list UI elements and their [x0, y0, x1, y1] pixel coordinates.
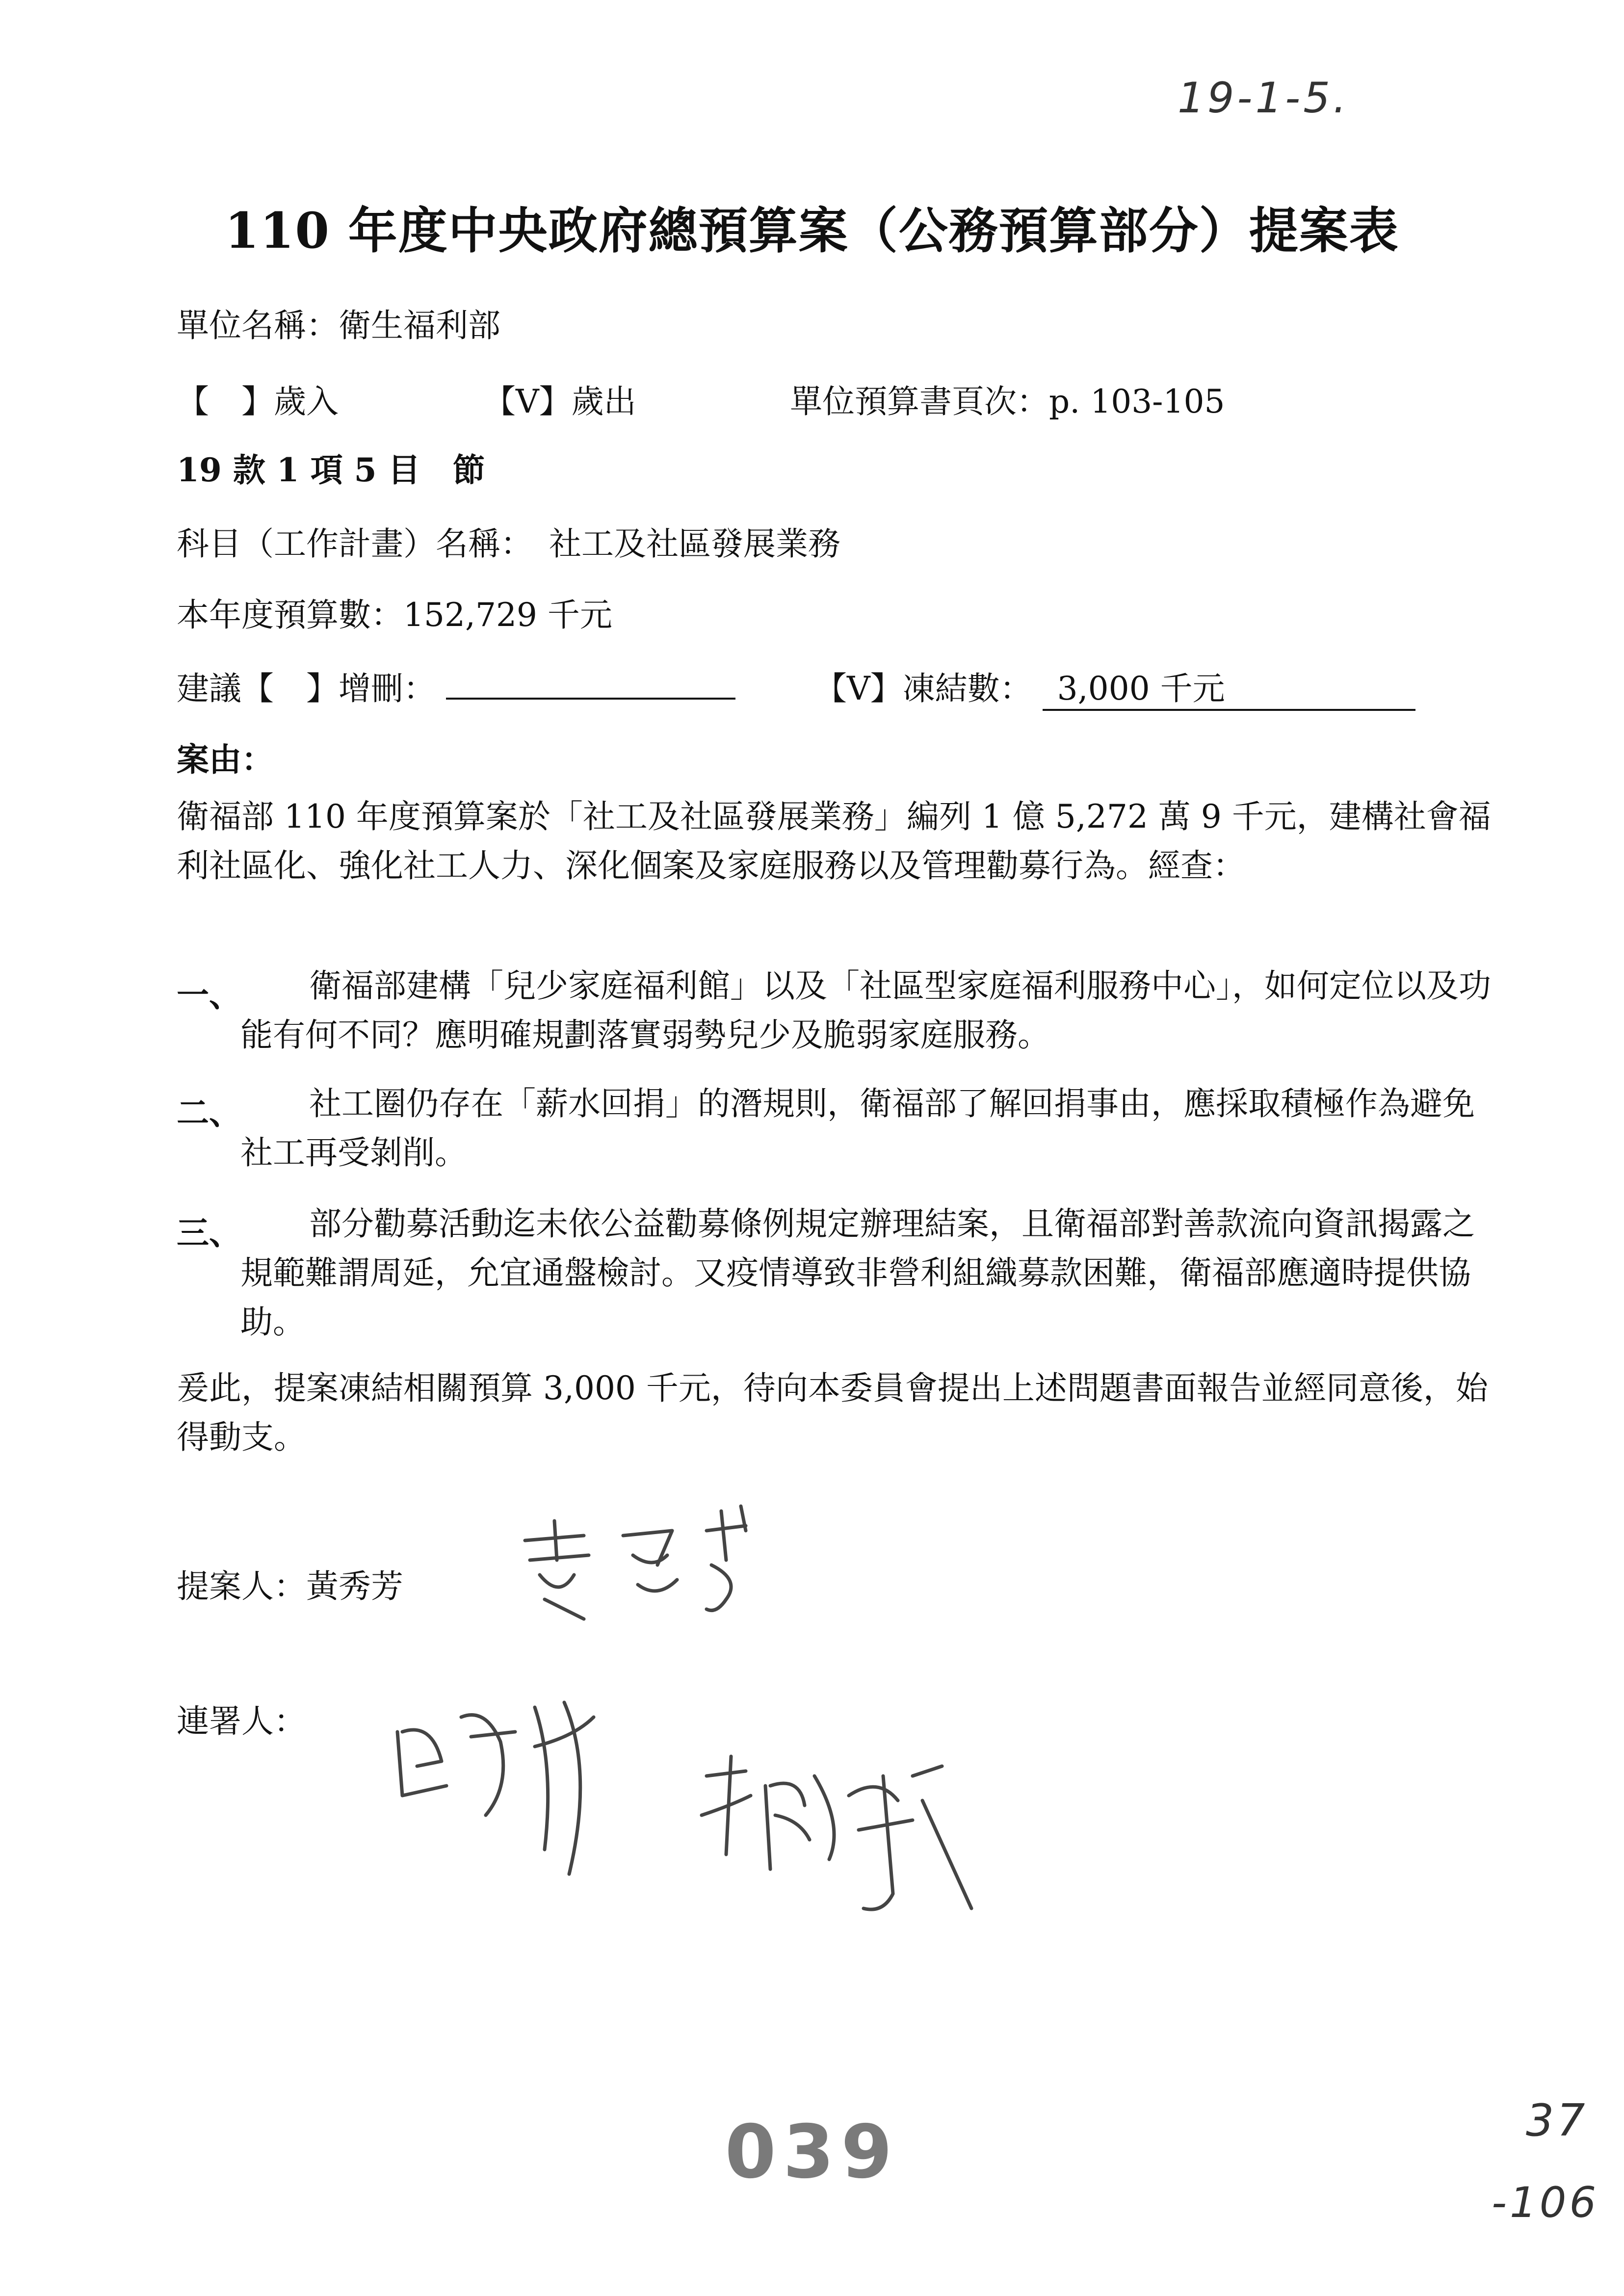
proposal-prefix: 建議【 】增刪： — [177, 670, 436, 707]
budget-amount: 本年度預算數：152,729 千元 — [177, 596, 612, 634]
budget-page-ref: 單位預算書頁次：p. 103-105 — [790, 383, 1225, 420]
margin-note-top: 37 — [1526, 2095, 1588, 2146]
cosigner-label: 連署人： — [177, 1702, 306, 1740]
item-text-2: 社工圈仍存在「薪水回捐」的潛規則，衛福部了解回捐事由，應採取積極作為避免社工再受剝削。 — [240, 1085, 1475, 1172]
proposer-label: 提案人：黃秀芳 — [177, 1567, 403, 1605]
revenue-checkbox-label: 【 】歲入 — [177, 383, 339, 420]
conclusion-paragraph: 爰此，提案凍結相關預算 3,000 千元，待向本委員會提出上述問題書面報告並經同意後，始得動支。 — [177, 1369, 1488, 1456]
margin-note-bottom: -106 — [1492, 2178, 1599, 2227]
cosigner-signature-2 — [687, 1747, 991, 1923]
section-line: 19 款 1 項 5 目 節 — [177, 451, 485, 489]
item-number-2: 二、 — [177, 1094, 241, 1132]
handwritten-date: 19-1-5. — [1178, 74, 1350, 123]
item-text-1: 衛福部建構「兒少家庭福利館」以及「社區型家庭福利服務中心」，如何定位以及功能有何不同？應明確規劃落實弱勢兒少及脆弱家庭服務。 — [240, 967, 1491, 1054]
freeze-amount: 3,000 千元 — [1043, 662, 1415, 711]
cosigner-signature-1 — [388, 1688, 662, 1894]
unit-name: 單位名稱：衛生福利部 — [177, 307, 500, 344]
document-title: 110 年度中央政府總預算案（公務預算部分）提案表 — [225, 202, 1399, 260]
expense-checkbox-label: 【V】歲出 — [483, 383, 636, 420]
intro-paragraph: 衛福部 110 年度預算案於「社工及社區發展業務」編列 1 億 5,272 萬 9 千元，建構社會福利社區化、強化社工人力、深化個案及家庭服務以及管理勸募行為。經查： — [177, 798, 1491, 885]
item-text-3: 部分勸募活動迄未依公益勸募條例規定辦理結案，且衛福部對善款流向資訊揭露之規範難謂周延，允宜通盤檢討。又疫情導致非營利組織募款困難，衛福部應適時提供協助。 — [240, 1205, 1475, 1341]
increase-decrease-blank — [446, 665, 735, 700]
subject-line: 科目（工作計畫）名稱： 社工及社區發展業務 — [177, 525, 840, 563]
proposer-signature — [510, 1501, 765, 1629]
item-number-1: 一、 — [177, 976, 241, 1014]
reason-heading: 案由： — [177, 740, 274, 779]
item-number-3: 三、 — [177, 1214, 241, 1252]
freeze-label: 【V】凍結數： — [814, 670, 1032, 707]
freeze-line — [814, 662, 1415, 711]
proposal-line — [177, 662, 735, 709]
page-number-stamp: 039 — [725, 2110, 899, 2195]
